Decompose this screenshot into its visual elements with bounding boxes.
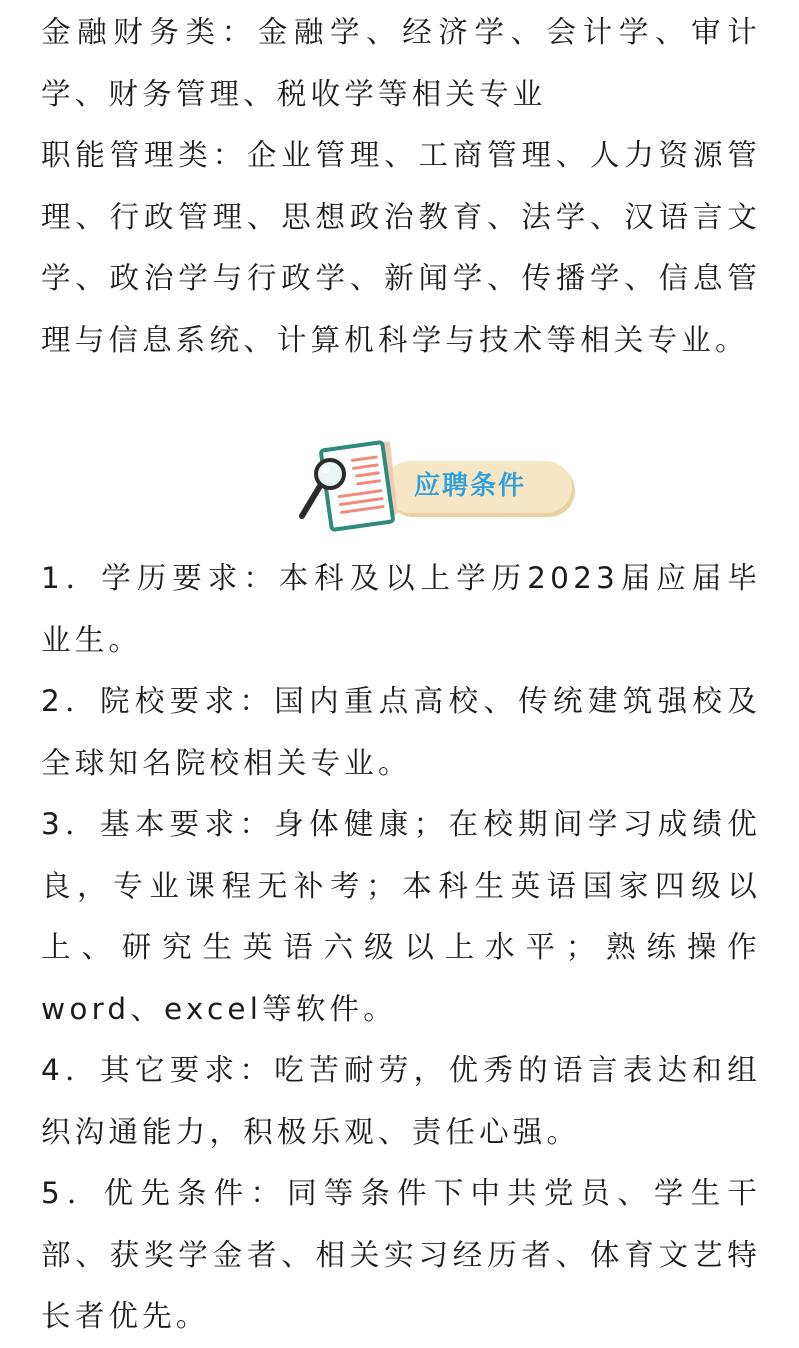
requirement-item: 1．学历要求：本科及以上学历2023届应届毕业生。 (41, 561, 761, 657)
requirement-item: 4．其它要求：吃苦耐劳，优秀的语言表达和组织沟通能力，积极乐观、责任心强。 (41, 1053, 761, 1149)
section-header (296, 436, 596, 536)
clipboard-magnifier-icon (296, 436, 411, 536)
requirement-item: 5．优先条件：同等条件下中共党员、学生干部、获奖学金者、相关实习经历者、体育文艺特长者优先。 (41, 1176, 761, 1333)
finance-majors-paragraph: 金融财务类：金融学、经济学、会计学、审计学、财务管理、税收学等相关专业 (41, 15, 761, 111)
requirement-item: 2．院校要求：国内重点高校、传统建筑强校及全球知名院校相关专业。 (41, 684, 761, 780)
requirements-list (41, 548, 761, 1348)
management-majors-paragraph: 职能管理类：企业管理、工商管理、人力资源管理、行政管理、思想政治教育、法学、汉语言文学、政治学与行政学、新闻学、传播学、信息管理与信息系统、计算机科学与技术等相关专业。 (41, 138, 761, 357)
majors-section (41, 2, 761, 371)
requirement-item: 3．基本要求：身体健康；在校期间学习成绩优良，专业课程无补考；本科生英语国家四级以上、研究生英语六级以上水平；熟练操作word、excel等软件。 (41, 807, 761, 1026)
section-title: 应聘条件 (414, 471, 527, 501)
